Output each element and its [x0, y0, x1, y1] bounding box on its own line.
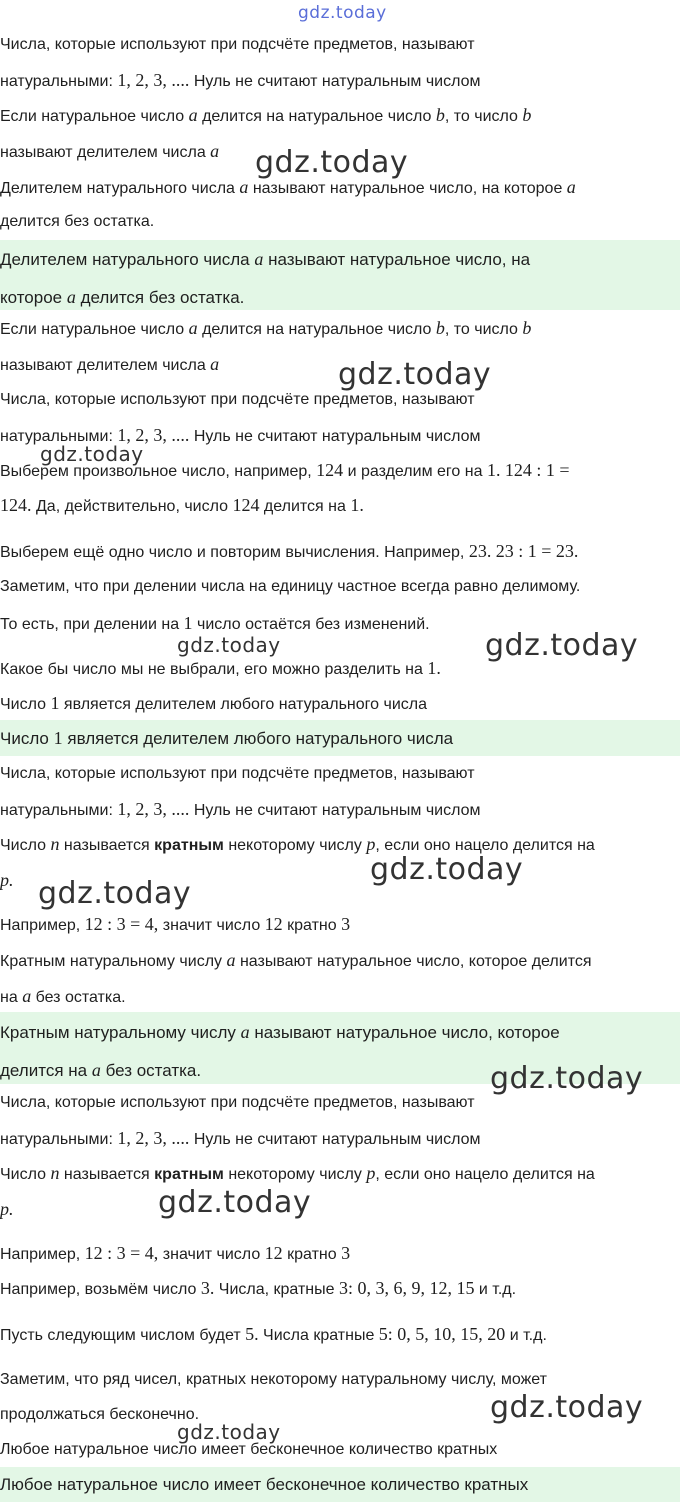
text-line: делится без остатка.: [0, 213, 155, 230]
watermark: gdz.today: [158, 1185, 312, 1220]
text-line: p.: [0, 1199, 14, 1219]
text-line: Число 1 является делителем любого натурального числа: [0, 728, 454, 748]
watermark: gdz.today: [38, 876, 192, 911]
text-line: Числа, которые используют при подсчёте предметов, называют: [0, 391, 475, 408]
text-line: Числа, которые используют при подсчёте предметов, называют: [0, 36, 475, 53]
text-line: Кратным натуральному числу a называют натуральное число, которое: [0, 1022, 560, 1042]
watermark: gdz.today: [177, 633, 281, 657]
text-line: Заметим, что при делении числа на единицу частное всегда равно делимому.: [0, 578, 581, 595]
text-line: на a без остатка.: [0, 986, 126, 1006]
definition-highlight: [0, 240, 680, 310]
text-line: p.: [0, 870, 14, 890]
text-line: Например, возьмём число 3. Числа, кратные 3: 0, 3, 6, 9, 12, 15 и т.д.: [0, 1278, 517, 1298]
definition-highlight: [0, 1467, 680, 1502]
text-line: То есть, при делении на 1 число остаётся без изменений.: [0, 613, 430, 633]
watermark: gdz.today: [485, 628, 639, 663]
watermark: gdz.today: [490, 1061, 644, 1096]
text-line: Делителем натурального числа a называют натуральное число, на которое a: [0, 177, 576, 197]
text-line: Пусть следующим числом будет 5. Числа кратные 5: 0, 5, 10, 15, 20 и т.д.: [0, 1324, 547, 1344]
text-line: Выберем ещё одно число и повторим вычисления. Например, 23. 23 : 1 = 23.: [0, 541, 579, 561]
text-line: которое a делится без остатка.: [0, 287, 245, 307]
text-line: натуральными: 1, 2, 3, .... Нуль не считают натуральным числом: [0, 70, 481, 90]
text-line: Число 1 является делителем любого натурального числа: [0, 693, 427, 713]
watermark-top: gdz.today: [298, 3, 387, 23]
text-line: Числа, которые используют при подсчёте предметов, называют: [0, 1094, 475, 1111]
text-line: Делителем натурального числа a называют натуральное число, на: [0, 249, 531, 269]
watermark: gdz.today: [370, 852, 524, 887]
text-line: Выберем произвольное число, например, 124 и разделим его на 1. 124 : 1 =: [0, 460, 570, 480]
watermark: gdz.today: [338, 357, 492, 392]
text-line: Число n называется кратным некоторому числу p, если оно нацело делится на: [0, 834, 595, 854]
text-line: Кратным натуральному числу a называют натуральное число, которое делится: [0, 950, 592, 970]
text-line: называют делителем числа a: [0, 354, 220, 374]
watermark: gdz.today: [255, 145, 409, 180]
watermark: gdz.today: [177, 1420, 281, 1444]
text-line: Числа, которые используют при подсчёте предметов, называют: [0, 765, 475, 782]
text-line: Какое бы число мы не выбрали, его можно разделить на 1.: [0, 658, 441, 678]
text-line: Если натуральное число a делится на натуральное число b, то число b: [0, 318, 532, 338]
text-line: делится на a без остатка.: [0, 1060, 202, 1080]
text-line: Заметим, что ряд чисел, кратных некоторому натуральному числу, может: [0, 1371, 547, 1388]
text-line: Любое натуральное число имеет бесконечное количество кратных: [0, 1475, 529, 1494]
watermark: gdz.today: [490, 1390, 644, 1425]
text-line: Если натуральное число a делится на натуральное число b, то число b: [0, 105, 532, 125]
text-line: 124. Да, действительно, число 124 делится на 1.: [0, 495, 364, 515]
text-line: натуральными: 1, 2, 3, .... Нуль не считают натуральным числом: [0, 425, 481, 445]
text-line: Например, 12 : 3 = 4, значит число 12 кратно 3: [0, 1243, 351, 1263]
text-line: Например, 12 : 3 = 4, значит число 12 кратно 3: [0, 914, 351, 934]
text-line: продолжаться бесконечно.: [0, 1406, 200, 1423]
text-line: натуральными: 1, 2, 3, .... Нуль не считают натуральным числом: [0, 799, 481, 819]
text-line: Любое натуральное число имеет бесконечное количество кратных: [0, 1441, 498, 1458]
watermark: gdz.today: [40, 442, 144, 466]
text-line: называют делителем числа a: [0, 141, 220, 161]
text-line: натуральными: 1, 2, 3, .... Нуль не считают натуральным числом: [0, 1128, 481, 1148]
text-line: Число n называется кратным некоторому числу p, если оно нацело делится на: [0, 1163, 595, 1183]
definition-highlight: [0, 720, 680, 756]
